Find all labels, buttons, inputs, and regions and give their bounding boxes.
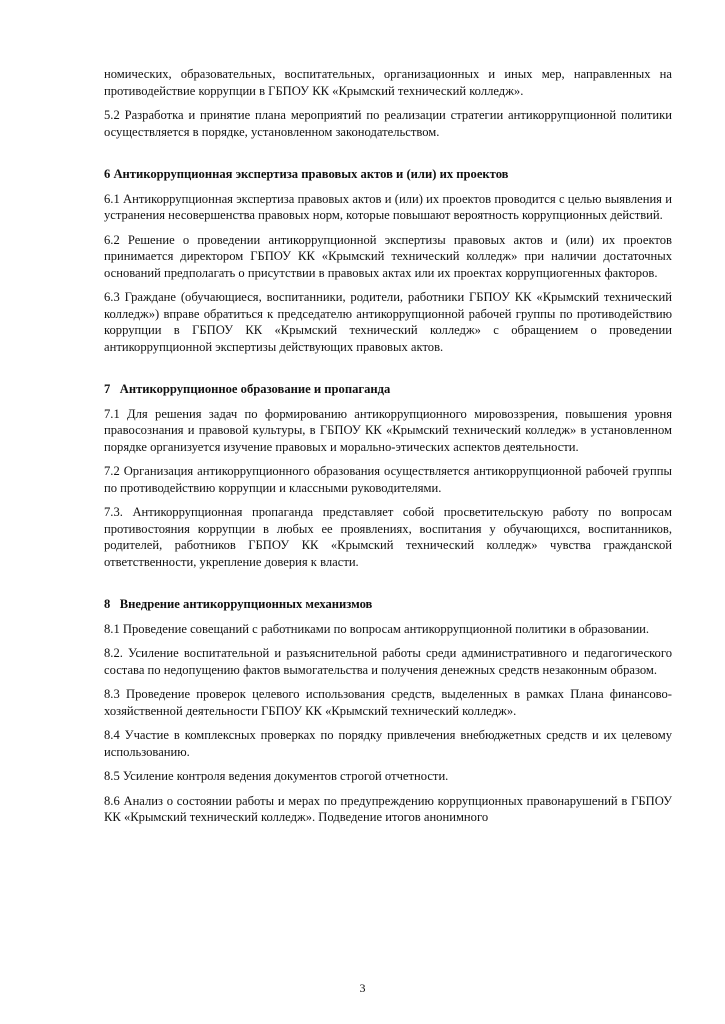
paragraph-6-3: 6.3 Граждане (обучающиеся, воспитанники, родители, работники ГБПОУ КК «Крымский технический колледж») вправе обратиться к председателю антикоррупционной рабочей группы по противодействию коррупции в ГБПОУ КК «Крымский технический колледж» с обращением о проведении антикоррупционной экспертизы действующих правовых актов.: [104, 290, 672, 354]
section-7-heading: 7 Антикоррупционное образование и пропаганда: [104, 382, 391, 396]
paragraph-8-5: 8.5 Усиление контроля ведения документов строгой отчетности.: [104, 769, 449, 783]
paragraph-8-4: 8.4 Участие в комплексных проверках по порядку привлечения внебюджетных средств и их целевому использованию.: [104, 728, 672, 759]
section-8-heading: 8 Внедрение антикоррупционных механизмов: [104, 597, 373, 611]
paragraph-7-2: 7.2 Организация антикоррупционного образования осуществляется антикоррупционной рабочей группы по противодействию коррупции и классными руководителями.: [104, 464, 672, 495]
intro-paragraph-2: 5.2 Разработка и принятие плана мероприятий по реализации стратегии антикоррупционной политики осуществляется в порядке, установленном законодательством.: [104, 108, 672, 139]
paragraph-6-1: 6.1 Антикоррупционная экспертиза правовых актов и (или) их проектов проводится с целью выявления и устранения несовершенства правовых норм, которые повышают вероятность коррупционных действий.: [104, 191, 672, 222]
paragraph-8-3: 8.3 Проведение проверок целевого использования средств, выделенных в рамках Плана финансово-хозяйственной деятельности ГБПОУ КК «Крымский технический колледж».: [104, 687, 672, 718]
paragraph-7-1: 7.1 Для решения задач по формированию антикоррупционного мировоззрения, повышения уровня правосознания и правовой культуры, в ГБПОУ КК «Крымский технический колледж» в установленном порядке организуется изучение правовых и морально-этических аспектов деятельности.: [104, 406, 672, 454]
document-page: [104, 66, 672, 834]
intro-paragraph-1: номических, образовательных, воспитательных, организационных и иных мер, направленных на противодействие коррупции в ГБПОУ КК «Крымский технический колледж».: [104, 67, 672, 98]
section-6-heading: 6 Антикоррупционная экспертиза правовых актов и (или) их проектов: [104, 167, 509, 181]
paragraph-8-1: 8.1 Проведение совещаний с работниками по вопросам антикоррупционной политики в образовании.: [104, 621, 650, 636]
paragraph-7-3: 7.3. Антикоррупционная пропаганда представляет собой просветительскую работу по вопросам противостояния коррупции в любых ее проявлениях, воспитания у обучающихся, воспитанников, родителей, работников ГБПОУ КК «Крымский технический колледж» чувства гражданской ответственности, укрепление доверия к власти.: [104, 505, 672, 569]
paragraph-8-6: 8.6 Анализ о состоянии работы и мерах по предупреждению коррупционных правонарушений в ГБПОУ КК «Крымский технический колледж». Подведение итогов анонимного: [104, 793, 672, 824]
page-number: 3: [359, 981, 366, 995]
paragraph-8-2: 8.2. Усиление воспитательной и разъяснительной работы среди административного и педагогического состава по недопущению фактов вымогательства и получения денежных средств незаконным образом.: [104, 646, 672, 677]
paragraph-6-2: 6.2 Решение о проведении антикоррупционной экспертизы правовых актов и (или) их проектов принимается директором ГБПОУ КК «Крымский технический колледж» при наличии достаточных оснований предполагать о присутствии в правовых актах или их проектах коррупциогенных факторов.: [104, 232, 672, 280]
